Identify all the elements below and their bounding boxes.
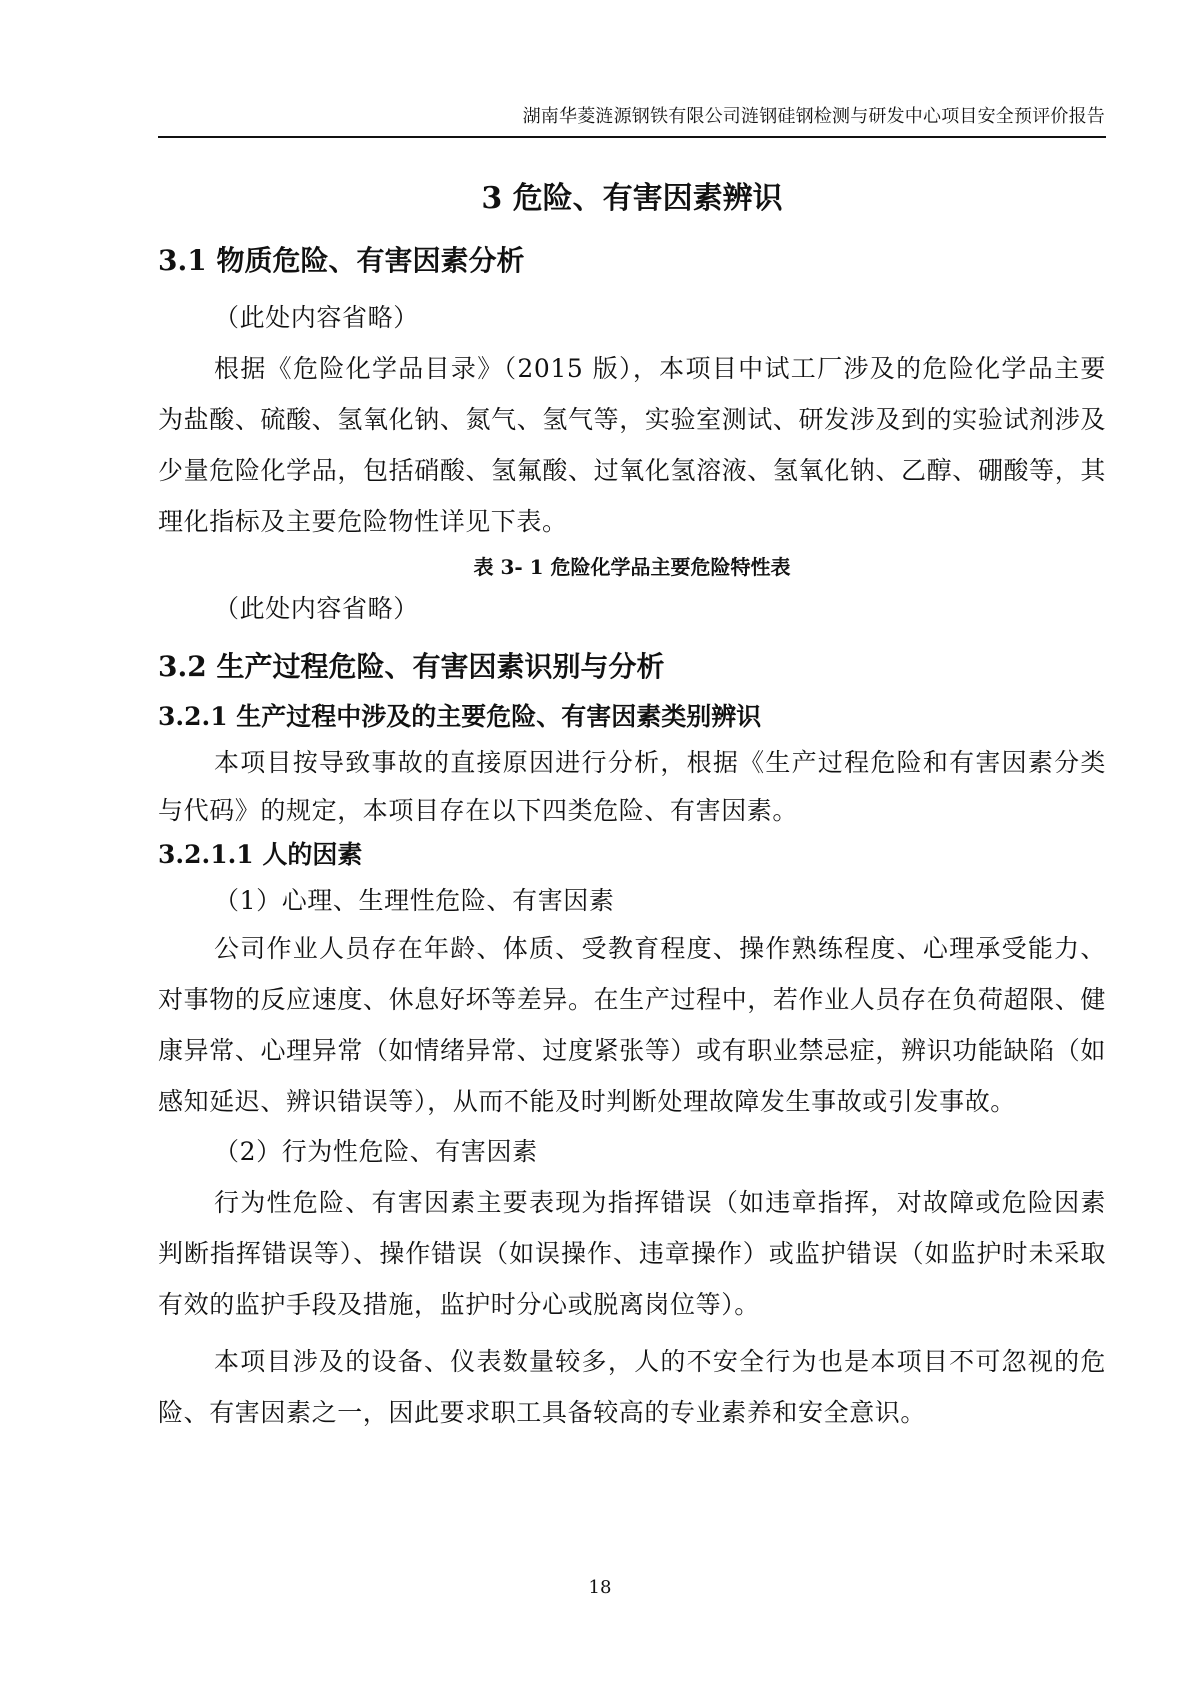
header-divider [158, 136, 1106, 138]
table-caption: 表 3- 1 危险化学品主要危险特性表 [473, 555, 791, 579]
page-body [158, 178, 1106, 1438]
subsection-heading-3-2-1-1: 3.2.1.1 人的因素 [158, 840, 363, 869]
page-number: 18 [588, 1577, 612, 1598]
paragraph-psychological-factors: 公司作业人员存在年龄、体质、受教育程度、操作熟练程度、心理承受能力、对事物的反应速度、休息好坏等差异。在生产过程中，若作业人员存在负荷超限、健康异常、心理异常（如情绪异常、过度紧张等）或有职业禁忌症，辨识功能缺陷（如感知延迟、辨识错误等），从而不能及时判断处理故障发生事故或引发事故。 [158, 934, 1106, 1116]
item-heading-psychological: （1）心理、生理性危险、有害因素 [214, 886, 615, 915]
paragraph-hazard-categories: 本项目按导致事故的直接原因进行分析，根据《生产过程危险和有害因素分类与代码》的规定，本项目存在以下四类危险、有害因素。 [158, 748, 1106, 825]
item-heading-behavioral: （2）行为性危险、有害因素 [214, 1137, 538, 1166]
paragraph-behavioral-factors: 行为性危险、有害因素主要表现为指挥错误（如违章指挥，对故障或危险因素判断指挥错误等）、操作错误（如误操作、违章操作）或监护错误（如监护时未采取有效的监护手段及措施，监护时分心或脱离岗位等）。 [158, 1188, 1106, 1319]
paragraph-hazardous-chemicals: 根据《危险化学品目录》（2015 版），本项目中试工厂涉及的危险化学品主要为盐酸、硫酸、氢氧化钠、氮气、氢气等，实验室测试、研发涉及到的实验试剂涉及少量危险化学品，包括硝酸、氢氟酸、过氧化氢溶液、氢氧化钠、乙醇、硼酸等，其理化指标及主要危险物性详见下表。 [158, 354, 1106, 536]
running-header: 湖南华菱涟源钢铁有限公司涟钢硅钢检测与研发中心项目安全预评价报告 [522, 106, 1105, 127]
subsection-heading-3-2-1: 3.2.1 生产过程中涉及的主要危险、有害因素类别辨识 [158, 702, 762, 731]
chapter-title: 3 危险、有害因素辨识 [481, 181, 783, 216]
paragraph-closing: 本项目涉及的设备、仪表数量较多，人的不安全行为也是本项目不可忽视的危险、有害因素之一，因此要求职工具备较高的专业素养和安全意识。 [158, 1347, 1106, 1427]
section-heading-3-1: 3.1 物质危险、有害因素分析 [158, 244, 525, 277]
omitted-content-note: （此处内容省略） [214, 594, 419, 623]
section-heading-3-2: 3.2 生产过程危险、有害因素识别与分析 [158, 650, 665, 683]
omitted-content-note: （此处内容省略） [214, 303, 419, 332]
